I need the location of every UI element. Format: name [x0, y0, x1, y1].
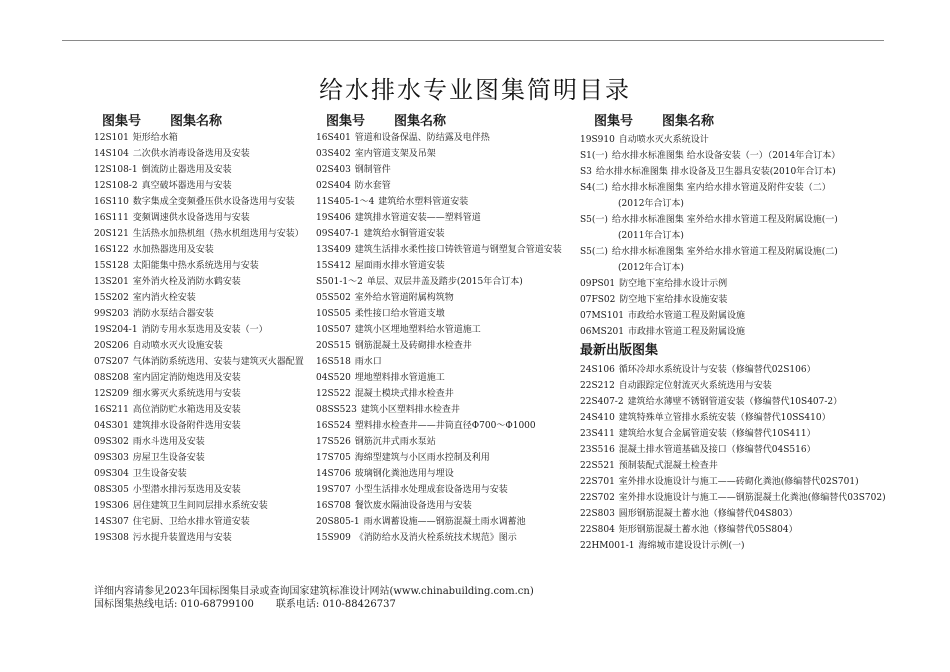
new-releases-heading: 最新出版图集 — [580, 343, 659, 358]
catalog-entry — [580, 132, 886, 148]
col2-header-code: 图集号 — [326, 114, 366, 129]
entry-code: 17S705 — [316, 453, 351, 463]
entry-title: 小型生活排水处理成套设备选用与安装 — [354, 485, 508, 495]
entry-title: 房屋卫生设备安装 — [132, 453, 205, 463]
catalog-entry — [94, 370, 304, 386]
entry-code: 02S403 — [316, 165, 351, 175]
entry-edition: (2012年合订本) — [618, 199, 684, 209]
entry-title: 建筑给水薄壁不锈钢管道安装（修编替代10S407-2） — [627, 397, 843, 407]
entry-code: 24S106 — [580, 365, 615, 375]
entry-code: 05S502 — [316, 293, 351, 303]
catalog-entry — [94, 450, 304, 466]
catalog-entry — [94, 162, 304, 178]
entry-code: 07MS101 — [580, 311, 625, 321]
entry-title: 单层、双层井盖及踏步(2015年合订本) — [366, 277, 523, 287]
entry-code: S1(一) — [580, 151, 608, 161]
entry-code: 19S910 — [580, 135, 615, 145]
catalog-entry — [316, 194, 562, 210]
entry-code: 12S522 — [316, 389, 351, 399]
entry-code: 15S202 — [94, 293, 129, 303]
entry-title: 消防水泵结合器安装 — [132, 309, 214, 319]
entry-title: 卫生设备安装 — [132, 469, 187, 479]
catalog-entry — [580, 458, 886, 474]
entry-code: 13S201 — [94, 277, 129, 287]
catalog-entry — [316, 466, 562, 482]
entry-code: 16S524 — [316, 421, 351, 431]
entry-code: 16S518 — [316, 357, 351, 367]
catalog-entry — [94, 530, 304, 546]
entry-title: 倒流防止器选用及安装 — [141, 165, 232, 175]
entry-code: 17S526 — [316, 437, 351, 447]
entry-code: S3 — [580, 167, 592, 177]
entry-title: 雨水口 — [354, 357, 382, 367]
catalog-entry — [580, 506, 886, 522]
entry-title: 变频调速供水设备选用与安装 — [132, 213, 250, 223]
footer-note: 详细内容请参见2023年国标图集目录或查询国家建筑标准设计网站(www.chinabuilding.com.cn) — [94, 586, 534, 597]
entry-title: 给水排水标准图集 室外给水排水管道工程及附属设施(二) — [611, 247, 838, 257]
entry-title: 混凝土排水管道基础及接口（修编替代04S516） — [618, 445, 816, 455]
entry-code: 09S302 — [94, 437, 129, 447]
entry-code: S5(一) — [580, 215, 608, 225]
entry-code: 16S211 — [94, 405, 129, 415]
entry-code: 12S108-2 — [94, 181, 138, 191]
entry-code: 24S410 — [580, 413, 615, 423]
entry-title: 矩形给水箱 — [132, 133, 178, 143]
catalog-entry — [580, 378, 886, 394]
catalog-entry — [94, 274, 304, 290]
entry-title: 室外排水设施设计与施工——砖砌化粪池(修编替代02S701) — [618, 477, 859, 487]
catalog-entry — [94, 146, 304, 162]
entry-title: 循环冷却水系统设计与安装（修编替代02S106） — [618, 365, 816, 375]
catalog-entry — [94, 418, 304, 434]
col1-header — [102, 110, 222, 129]
entry-code: 19S204-1 — [94, 325, 138, 335]
catalog-entry — [580, 474, 886, 490]
entry-title: 细水雾灭火系统选用与安装 — [132, 389, 241, 399]
entry-code: 19S306 — [94, 501, 129, 511]
col1-list — [94, 130, 304, 546]
entry-title: 塑料排水检查井——井筒直径Φ700～Φ1000 — [354, 421, 536, 431]
entry-code: 16S401 — [316, 133, 351, 143]
catalog-entry — [580, 490, 886, 506]
catalog-entry — [94, 290, 304, 306]
entry-title: 生活热水加热机组（热水机组选用与安装） — [132, 229, 304, 239]
entry-code: 03S402 — [316, 149, 351, 159]
catalog-entry — [316, 258, 562, 274]
catalog-entry — [94, 386, 304, 402]
catalog-entry — [316, 274, 562, 290]
entry-title: 高位消防贮水箱选用及安装 — [132, 405, 241, 415]
entry-code: 07FS02 — [580, 295, 616, 305]
catalog-entry — [316, 402, 562, 418]
catalog-entry — [94, 130, 304, 146]
footer-contact: 联系电话: 010-88426737 — [275, 599, 396, 610]
entry-code: 23S411 — [580, 429, 615, 439]
entry-title: 雨水斗选用及安装 — [132, 437, 205, 447]
entry-title: 数字集成全变频叠压供水设备选用与安装 — [132, 197, 295, 207]
catalog-entry — [316, 450, 562, 466]
entry-title: 建筑给水铜管道安装 — [363, 229, 445, 239]
catalog-entry — [316, 322, 562, 338]
entry-title: 预制装配式混凝土检查井 — [618, 461, 718, 471]
entry-title: 太阳能集中热水系统选用与安装 — [132, 261, 259, 271]
catalog-entry — [580, 292, 886, 308]
col2-header — [326, 110, 446, 129]
entry-code: 09S407-1 — [316, 229, 360, 239]
catalog-entry — [94, 434, 304, 450]
entry-title: 消防专用水泵选用及安装（一） — [141, 325, 268, 335]
entry-title: 建筑小区塑料排水检查井 — [360, 405, 460, 415]
col3-header-name: 图集名称 — [662, 114, 715, 129]
entry-title: 防水套管 — [354, 181, 391, 191]
footer-hotline: 国标图集热线电话: 010-68799100 — [94, 599, 254, 610]
entry-title: 建筑给水复合金属管道安装（修编替代10S411） — [618, 429, 816, 439]
catalog-entry — [316, 210, 562, 226]
entry-code: 06MS201 — [580, 327, 625, 337]
entry-title: 建筑特殊单立管排水系统安装（修编替代10SS410） — [618, 413, 831, 423]
entry-title: 小型潜水排污泵选用及安装 — [132, 485, 241, 495]
catalog-entry — [580, 180, 886, 196]
entry-code: 04S520 — [316, 373, 351, 383]
catalog-entry — [94, 354, 304, 370]
entry-title: 圆形钢筋混凝土蓄水池（修编替代04S803） — [618, 509, 798, 519]
entry-code: 19S308 — [94, 533, 129, 543]
entry-title: 市政排水管道工程及附属设施 — [628, 327, 746, 337]
entry-title: 钢制管件 — [354, 165, 391, 175]
entry-edition: (2012年合订本) — [618, 263, 684, 273]
entry-title: 建筑给水塑料管道安装 — [378, 197, 469, 207]
catalog-entry — [580, 324, 886, 340]
catalog-entry — [580, 244, 886, 260]
catalog-entry — [316, 306, 562, 322]
entry-code: 09S303 — [94, 453, 129, 463]
entry-title: 柔性接口给水管道支墩 — [354, 309, 445, 319]
entry-code: 99S203 — [94, 309, 129, 319]
entry-title: 室内管道支架及吊架 — [354, 149, 436, 159]
catalog-entry — [316, 386, 562, 402]
catalog-entry — [94, 402, 304, 418]
entry-code: 22HM001-1 — [580, 541, 635, 551]
entry-title: 建筑排水设备附件选用安装 — [132, 421, 241, 431]
entry-code: 02S404 — [316, 181, 351, 191]
entry-code: 20S121 — [94, 229, 129, 239]
catalog-entry — [580, 394, 886, 410]
catalog-entry — [94, 498, 304, 514]
entry-title: 建筑小区埋地塑料给水管道施工 — [354, 325, 481, 335]
catalog-entry — [580, 442, 886, 458]
entry-code: 13S409 — [316, 245, 351, 255]
entry-code: 22S701 — [580, 477, 615, 487]
entry-title: 真空破坏器选用与安装 — [141, 181, 232, 191]
entry-title: 防空地下室给排水设计示例 — [619, 279, 728, 289]
catalog-entry — [94, 322, 304, 338]
catalog-entry — [316, 530, 562, 546]
entry-title: 二次供水消毒设备选用及安装 — [132, 149, 250, 159]
col3-header-code: 图集号 — [594, 114, 634, 129]
col2-list — [316, 130, 562, 546]
entry-title: 矩形钢筋混凝土蓄水池（修编替代05S804） — [618, 525, 798, 535]
catalog-entry — [316, 242, 562, 258]
entry-title: 餐饮废水隔油设备选用与安装 — [354, 501, 472, 511]
catalog-entry — [94, 306, 304, 322]
catalog-entry — [580, 410, 886, 426]
entry-title: 室内消火栓安装 — [132, 293, 196, 303]
entry-code: 16S122 — [94, 245, 129, 255]
footer-phones — [94, 598, 534, 611]
catalog-entry — [94, 514, 304, 530]
catalog-entry — [94, 242, 304, 258]
entry-code: 14S104 — [94, 149, 129, 159]
entry-title: 混凝土模块式排水检查井 — [354, 389, 454, 399]
entry-code: 22S804 — [580, 525, 615, 535]
entry-title: 钢筋混凝土及砖砌排水检查井 — [354, 341, 472, 351]
col3-header — [594, 110, 714, 129]
entry-title: 室外排水设施设计与施工——钢筋混凝土化粪池(修编替代03S702) — [618, 493, 886, 503]
entry-code: 22S212 — [580, 381, 615, 391]
entry-title: 市政给水管道工程及附属设施 — [628, 311, 746, 321]
entry-title: 建筑生活排水柔性接口铸铁管道与钢塑复合管道安装 — [354, 245, 562, 255]
entry-code: 12S101 — [94, 133, 129, 143]
col1-header-name: 图集名称 — [170, 114, 223, 129]
entry-title: 居住建筑卫生间同层排水系统安装 — [132, 501, 268, 511]
entry-title: 自动喷水灭火系统设计 — [618, 135, 709, 145]
catalog-entry — [316, 434, 562, 450]
catalog-entry — [316, 130, 562, 146]
catalog-entry — [316, 338, 562, 354]
catalog-entry — [580, 212, 886, 228]
entry-code: S4(二) — [580, 183, 608, 193]
entry-code: 14S307 — [94, 517, 129, 527]
catalog-entry — [580, 148, 886, 164]
entry-title: 自动喷水灭火设施安装 — [132, 341, 223, 351]
entry-code: S5(二) — [580, 247, 608, 257]
entry-code: 09S304 — [94, 469, 129, 479]
entry-title: 气体消防系统选用、安装与建筑灭火器配置 — [132, 357, 304, 367]
entry-title: 玻璃钢化粪池选用与埋设 — [354, 469, 454, 479]
entry-code: 20S805-1 — [316, 517, 360, 527]
entry-code: 08S305 — [94, 485, 129, 495]
entry-title: 自动跟踪定位射流灭火系统选用与安装 — [618, 381, 772, 391]
entry-code: 15S128 — [94, 261, 129, 271]
entry-code: 22S521 — [580, 461, 615, 471]
catalog-entry — [580, 522, 886, 538]
entry-code: 16S111 — [94, 213, 129, 223]
entry-title: 海绵型建筑与小区雨水控制及利用 — [354, 453, 490, 463]
catalog-entry — [580, 362, 886, 378]
entry-code: 15S412 — [316, 261, 351, 271]
entry-code: 14S706 — [316, 469, 351, 479]
entry-code: 19S406 — [316, 213, 351, 223]
catalog-entry — [94, 466, 304, 482]
entry-code: 22S407-2 — [580, 397, 624, 407]
entry-code: 10S505 — [316, 309, 351, 319]
entry-code: 09PS01 — [580, 279, 616, 289]
entry-code: 22S702 — [580, 493, 615, 503]
catalog-entry — [94, 258, 304, 274]
entry-code: 20S206 — [94, 341, 129, 351]
entry-title: 雨水调蓄设施——钢筋混凝土雨水调蓄池 — [363, 517, 526, 527]
entry-title: 给水排水标准图集 排水设备及卫生器具安装(2010年合订本) — [595, 167, 836, 177]
entry-code: 12S209 — [94, 389, 129, 399]
entry-code: 16S110 — [94, 197, 129, 207]
entry-title: 海绵城市建设设计示例(一) — [638, 541, 745, 551]
entry-code: 23S516 — [580, 445, 615, 455]
catalog-entry — [316, 482, 562, 498]
entry-title: 给水排水标准图集 给水设备安装（一）（2014年合订本） — [611, 151, 841, 161]
col2-header-name: 图集名称 — [394, 114, 447, 129]
entry-title: 室外消火栓及消防水鹤安装 — [132, 277, 241, 287]
entry-code: 07S207 — [94, 357, 129, 367]
col3-list — [580, 132, 886, 554]
catalog-entry — [316, 498, 562, 514]
catalog-entry — [580, 276, 886, 292]
entry-title: 室外给水管道附属构筑物 — [354, 293, 454, 303]
entry-code: 10S507 — [316, 325, 351, 335]
catalog-entry — [580, 308, 886, 324]
catalog-entry — [316, 514, 562, 530]
entry-title: 屋面雨水排水管道安装 — [354, 261, 445, 271]
entry-title: 污水提升装置选用与安装 — [132, 533, 232, 543]
catalog-entry — [94, 178, 304, 194]
entry-title: 水加热器选用及安装 — [132, 245, 214, 255]
entry-title: 防空地下室给排水设施安装 — [619, 295, 728, 305]
entry-title: 室内固定消防炮选用及安装 — [132, 373, 241, 383]
entry-code: 20S515 — [316, 341, 351, 351]
entry-title: 给水排水标准图集 室内给水排水管道及附件安装（二） — [611, 183, 831, 193]
footer — [94, 585, 534, 611]
catalog-entry — [316, 290, 562, 306]
entry-title: 管道和设备保温、防结露及电伴热 — [354, 133, 490, 143]
catalog-entry — [580, 538, 886, 554]
catalog-entry — [580, 426, 886, 442]
catalog-entry — [94, 194, 304, 210]
entry-code: 15S909 — [316, 533, 351, 543]
catalog-entry — [94, 338, 304, 354]
entry-code: 22S803 — [580, 509, 615, 519]
catalog-entry — [316, 146, 562, 162]
catalog-entry — [94, 482, 304, 498]
entry-code: 11S405-1～4 — [316, 197, 375, 207]
entry-title: 埋地塑料排水管道施工 — [354, 373, 445, 383]
catalog-entry — [316, 178, 562, 194]
catalog-entry — [316, 354, 562, 370]
entry-title: 住宅厨、卫给水排水管道安装 — [132, 517, 250, 527]
entry-title: 《消防给水及消火栓系统技术规范》图示 — [354, 533, 517, 543]
entry-code: 08S208 — [94, 373, 129, 383]
entry-code: 04S301 — [94, 421, 129, 431]
catalog-entry — [316, 162, 562, 178]
catalog-entry — [580, 164, 886, 180]
entry-code: 12S108-1 — [94, 165, 138, 175]
entry-code: 19S707 — [316, 485, 351, 495]
catalog-entry — [316, 418, 562, 434]
catalog-entry — [316, 370, 562, 386]
catalog-entry — [94, 226, 304, 242]
entry-title: 建筑排水管道安装——塑料管道 — [354, 213, 481, 223]
catalog-entry — [316, 226, 562, 242]
entry-edition: (2011年合订本) — [618, 231, 684, 241]
entry-title: 钢筋沉井式雨水泵站 — [354, 437, 436, 447]
entry-title: 给水排水标准图集 室外给水排水管道工程及附属设施(一) — [611, 215, 838, 225]
page-title: 给水排水专业图集简明目录 — [319, 76, 631, 104]
entry-code: 08SS523 — [316, 405, 357, 415]
entry-code: 16S708 — [316, 501, 351, 511]
col1-header-code: 图集号 — [102, 114, 142, 129]
catalog-entry — [94, 210, 304, 226]
entry-code: S501-1～2 — [316, 277, 363, 287]
